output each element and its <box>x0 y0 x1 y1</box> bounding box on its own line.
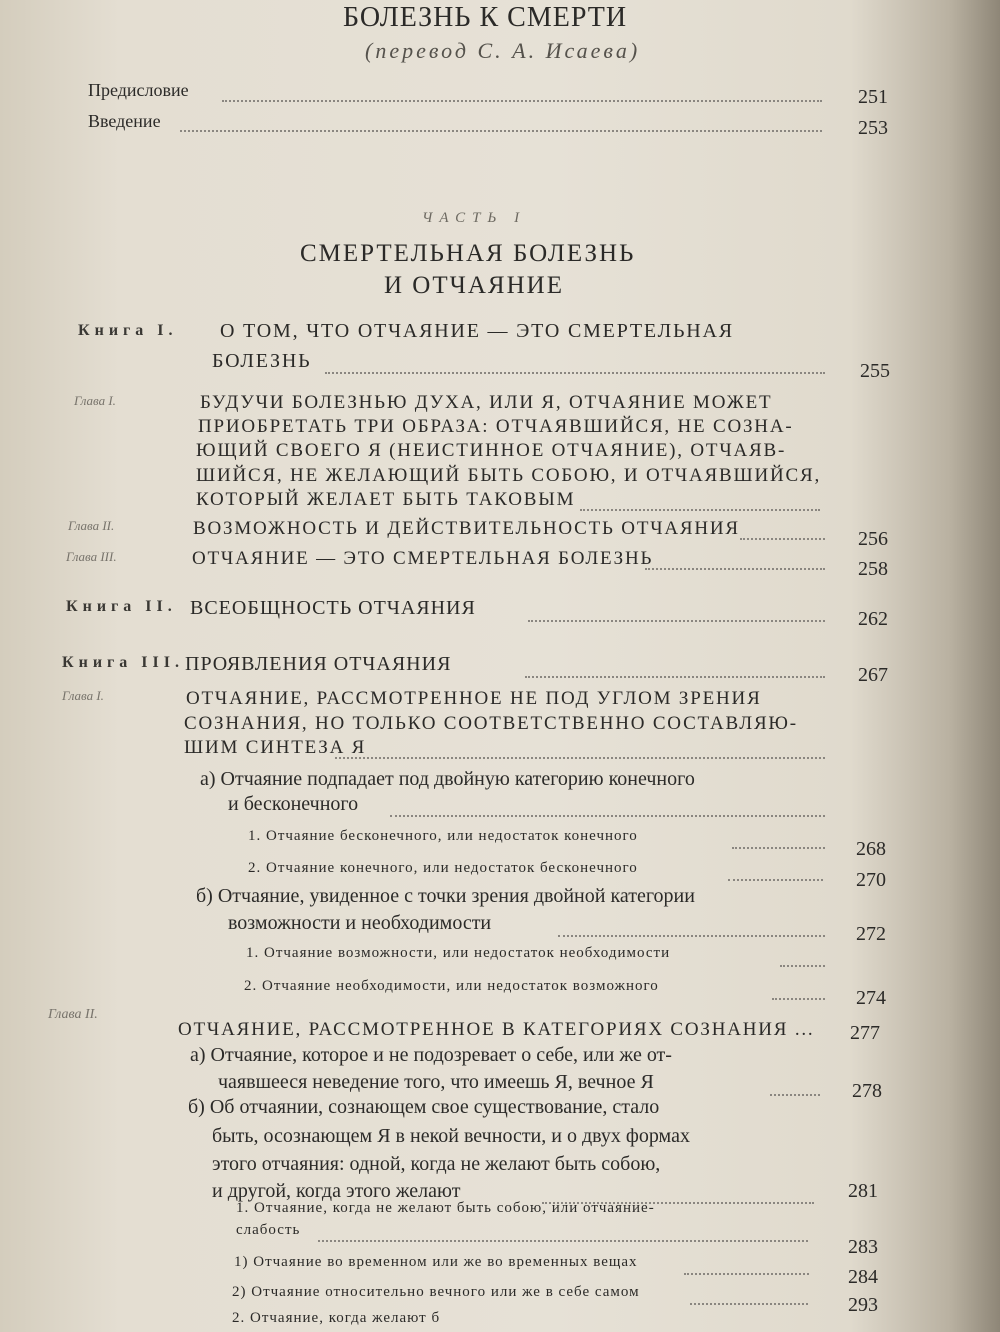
leader-dots <box>525 676 825 678</box>
leader-dots <box>732 847 825 849</box>
toc-entry-ch2-sec-b-l1[interactable]: б) Об отчаянии, сознающем свое существование, стало <box>188 1096 660 1118</box>
toc-entry-sub-b1[interactable]: 1. Отчаяние возможности, или недостаток необходимости <box>246 945 671 961</box>
toc-entry-introduction[interactable]: Введение <box>88 111 161 131</box>
toc-entry-ch2-sec-b-l2: быть, осознающем Я в некой вечности, и о двух формах <box>212 1125 690 1147</box>
page-number: 251 <box>858 86 888 108</box>
toc-entry-b3-ch2[interactable]: ОТЧАЯНИЕ, РАССМОТРЕННОЕ В КАТЕГОРИЯХ СОЗНАНИЯ ... <box>178 1019 815 1040</box>
page-number: 262 <box>858 608 888 630</box>
toc-entry-b1-ch1-l3: ЮЩИЙ СВОЕГО Я (НЕИСТИННОЕ ОТЧАЯНИЕ), ОТЧАЯВ- <box>196 440 787 461</box>
part-label: ЧАСТЬ I <box>422 210 527 226</box>
page-number: 267 <box>858 664 888 686</box>
toc-entry-book2[interactable]: ВСЕОБЩНОСТЬ ОТЧАЯНИЯ <box>190 597 476 619</box>
toc-entry-b1-ch1-l4: ШИЙСЯ, НЕ ЖЕЛАЮЩИЙ БЫТЬ СОБОЮ, И ОТЧАЯВШИЙСЯ, <box>196 465 821 486</box>
page-number: 270 <box>856 869 886 891</box>
page-number: 253 <box>858 117 888 139</box>
leader-dots <box>558 935 825 937</box>
page-number: 272 <box>856 923 886 945</box>
leader-dots <box>690 1303 808 1305</box>
section-title: БОЛЕЗНЬ К СМЕРТИ <box>343 2 628 33</box>
toc-entry-b3-ch1-l2: СОЗНАНИЯ, НО ТОЛЬКО СООТВЕТСТВЕННО СОСТАВЛЯЮ- <box>184 713 798 734</box>
leader-dots <box>528 620 825 622</box>
toc-entry-sec-b-l2: возможности и необходимости <box>228 912 492 934</box>
page-number: 274 <box>856 987 886 1009</box>
page-number: 281 <box>848 1180 878 1202</box>
toc-entry-sub-b2[interactable]: 2. Отчаяние необходимости, или недостаток возможного <box>244 978 659 994</box>
page-number: 268 <box>856 838 886 860</box>
toc-entry-ch2-sub1-l2: слабость <box>236 1222 301 1238</box>
page-number: 293 <box>848 1294 878 1316</box>
page-number: 284 <box>848 1266 878 1288</box>
toc-entry-ch2-sec-a-l2: чаявшееся неведение того, что имеешь Я, вечное Я <box>218 1071 654 1093</box>
toc-entry-sec-a-l2: и бесконечного <box>228 793 359 815</box>
page-number: 255 <box>860 360 890 382</box>
page-number: 278 <box>852 1080 882 1102</box>
chapter-label: Глава I. <box>62 688 104 703</box>
toc-entry-sec-b-l1[interactable]: б) Отчаяние, увиденное с точки зрения двойной категории <box>196 885 695 907</box>
chapter-label: Глава III. <box>66 549 117 564</box>
toc-entry-ch2-sec-b-l3: этого отчаяния: одной, когда не желают быть собою, <box>212 1153 661 1175</box>
toc-entry-ch2-sub1-1[interactable]: 1) Отчаяние во временном или же во временных вещах <box>234 1254 638 1270</box>
chapter-label: Глава II. <box>48 1007 98 1022</box>
page-number: 277 <box>850 1022 880 1044</box>
toc-entry-b3-ch1-l1[interactable]: ОТЧАЯНИЕ, РАССМОТРЕННОЕ НЕ ПОД УГЛОМ ЗРЕНИЯ <box>186 688 762 709</box>
toc-entry-sub-a2[interactable]: 2. Отчаяние конечного, или недостаток бесконечного <box>248 860 638 876</box>
toc-entry-b3-ch1-l3: ШИМ СИНТЕЗА Я <box>184 737 367 758</box>
leader-dots <box>740 538 825 540</box>
toc-entry-sub-a1[interactable]: 1. Отчаяние бесконечного, или недостаток конечного <box>248 828 638 844</box>
toc-entry-sec-a-l1[interactable]: а) Отчаяние подпадает под двойную категорию конечного <box>200 768 695 790</box>
leader-dots <box>684 1273 809 1275</box>
book-label: Книга III. <box>62 654 184 671</box>
toc-entry-ch2-sec-a-l1[interactable]: а) Отчаяние, которое и не подозревает о себе, или же от- <box>190 1044 672 1066</box>
page-number: 258 <box>858 558 888 580</box>
leader-dots <box>645 568 825 570</box>
leader-dots <box>780 965 825 967</box>
toc-entry-b1-ch1-l1[interactable]: БУДУЧИ БОЛЕЗНЬЮ ДУХА, ИЛИ Я, ОТЧАЯНИЕ МОЖЕТ <box>200 392 773 413</box>
toc-entry-book1[interactable]: О ТОМ, ЧТО ОТЧАЯНИЕ — ЭТО СМЕРТЕЛЬНАЯ <box>220 320 734 342</box>
toc-entry-b1-ch1-l5: КОТОРЫЙ ЖЕЛАЕТ БЫТЬ ТАКОВЫМ <box>196 489 576 510</box>
leader-dots <box>580 509 820 511</box>
toc-entry-b1-ch2[interactable]: ВОЗМОЖНОСТЬ И ДЕЙСТВИТЕЛЬНОСТЬ ОТЧАЯНИЯ <box>193 518 740 539</box>
book-label: Книга I. <box>78 322 178 339</box>
toc-entry-ch2-sub1-l1[interactable]: 1. Отчаяние, когда не желают быть собою, или отчаяние- <box>236 1200 655 1216</box>
toc-entry-book3[interactable]: ПРОЯВЛЕНИЯ ОТЧАЯНИЯ <box>185 653 452 675</box>
leader-dots <box>335 757 825 759</box>
page-number: 283 <box>848 1236 878 1258</box>
toc-entry-book1-cont: БОЛЕЗНЬ <box>212 350 312 372</box>
chapter-label: Глава II. <box>68 518 115 533</box>
page-number: 256 <box>858 528 888 550</box>
toc-entry-ch2-sub1-2[interactable]: 2) Отчаяние относительно вечного или же в себе самом <box>232 1284 640 1300</box>
translator-note: (перевод С. А. Исаева) <box>365 38 641 63</box>
toc-entry-preface[interactable]: Предисловие <box>88 80 189 100</box>
toc-entry-ch2-sub2[interactable]: 2. Отчаяние, когда желают б <box>232 1310 441 1326</box>
leader-dots <box>728 879 823 881</box>
part-title-line2: И ОТЧАЯНИЕ <box>384 272 564 299</box>
part-title-line1: СМЕРТЕЛЬНАЯ БОЛЕЗНЬ <box>300 240 636 267</box>
chapter-label: Глава I. <box>74 393 116 408</box>
toc-entry-ch2-sec-b-l4: и другой, когда этого желают <box>212 1180 461 1202</box>
book-label: Книга II. <box>66 598 177 615</box>
leader-dots <box>318 1240 808 1242</box>
toc-entry-b1-ch3[interactable]: ОТЧАЯНИЕ — ЭТО СМЕРТЕЛЬНАЯ БОЛЕЗНЬ <box>192 548 654 569</box>
leader-dots <box>325 372 825 374</box>
leader-dots <box>390 815 825 817</box>
leader-dots <box>180 130 822 132</box>
leader-dots <box>222 100 822 102</box>
toc-entry-b1-ch1-l2: ПРИОБРЕТАТЬ ТРИ ОБРАЗА: ОТЧАЯВШИЙСЯ, НЕ СОЗНА- <box>198 416 794 437</box>
